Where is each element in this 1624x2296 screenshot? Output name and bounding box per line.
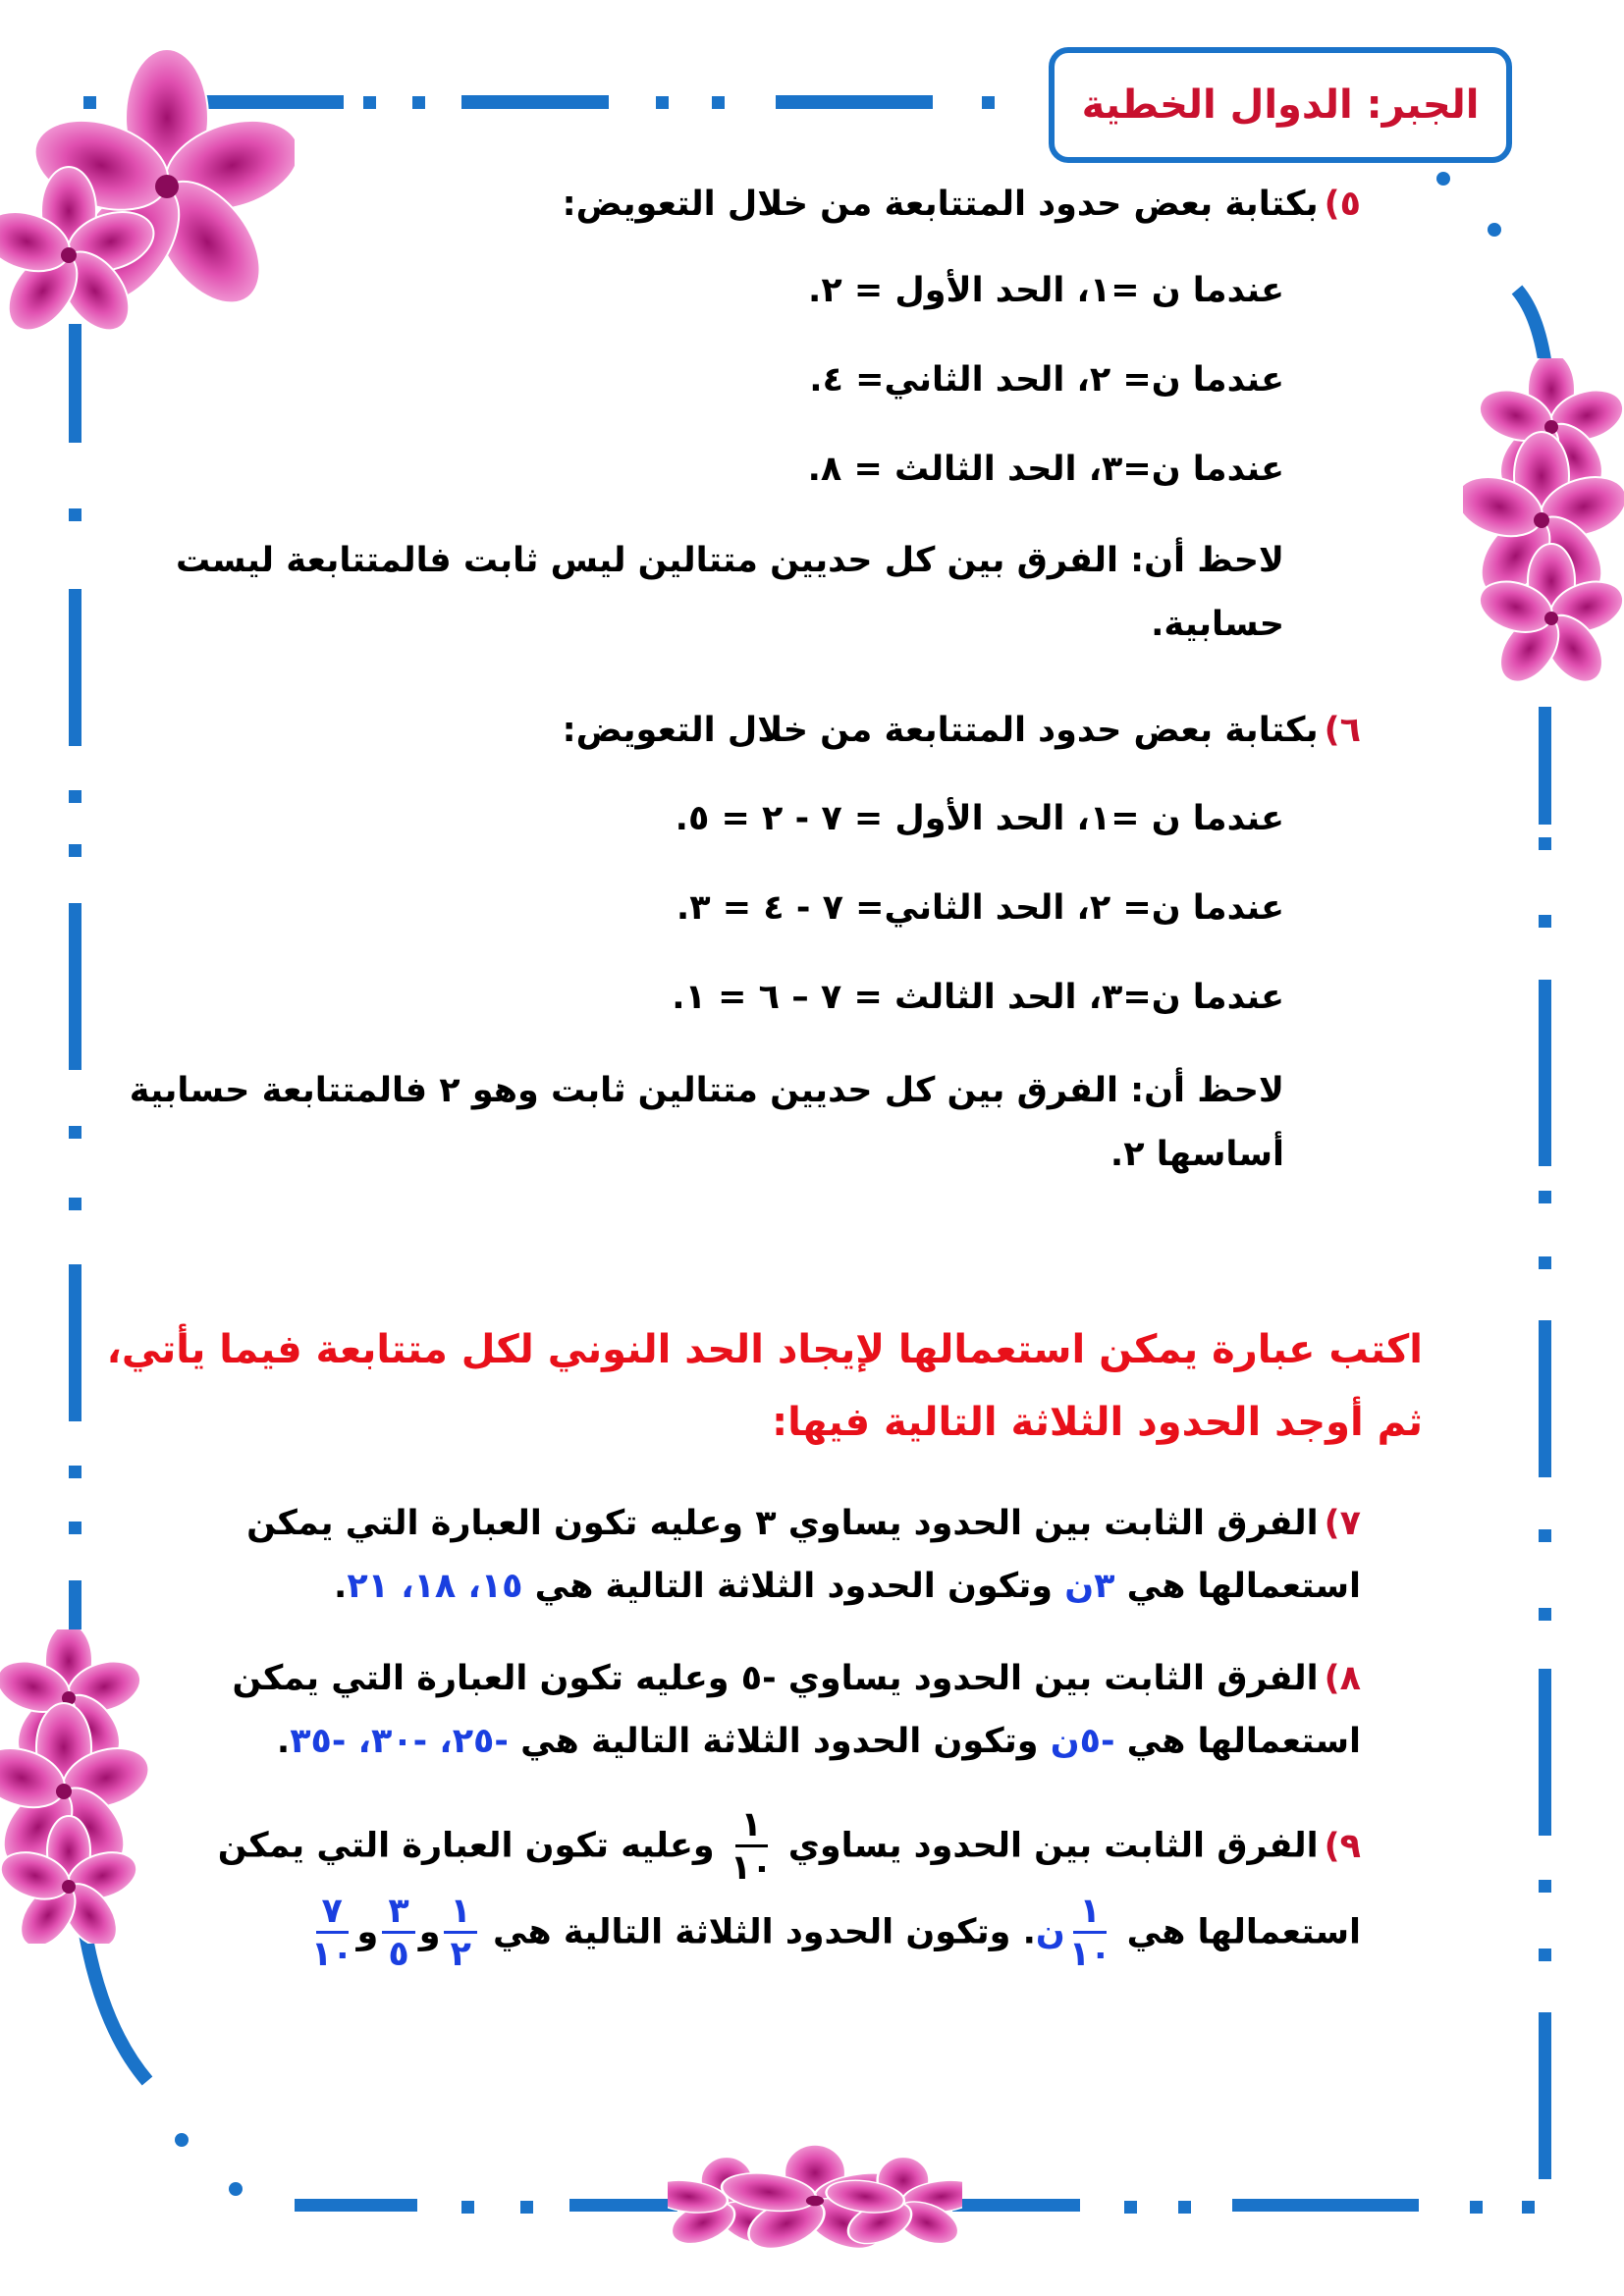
section-line: اكتب عبارة يمكن استعمالها لإيجاد الحد النوني لكل متتابعة فيما يأتي، xyxy=(106,1327,1423,1372)
note-line: لاحظ أن: الفرق بين كل حديين متتالين ثابت وهو ٢ فالمتتابعة حسابية xyxy=(129,1071,1284,1110)
calc-line: عندما ن =١، الحد الأول = ٢. xyxy=(808,271,1284,310)
flower-bottom-center xyxy=(668,2140,962,2268)
answer-term-fraction xyxy=(444,1892,476,1974)
answer-terms: ١٥، ١٨، ٢١ xyxy=(347,1567,523,1606)
question-5-intro xyxy=(563,185,1361,224)
flower-right xyxy=(1463,358,1624,682)
question-9 xyxy=(217,1805,1361,2004)
calc-line: عندما ن=٣، الحد الثالث = ٧ – ٦ = ١. xyxy=(672,978,1284,1017)
question-number: ٩) xyxy=(1324,1826,1361,1866)
answer-terms: -٢٥، -٣٠، -٣٥ xyxy=(290,1722,509,1761)
question-7-line2 xyxy=(334,1567,1361,1606)
question-number: ٥) xyxy=(1324,185,1361,224)
question-8-line2 xyxy=(277,1722,1361,1761)
calc-line: عندما ن= ٢، الحد الثاني= ٧ - ٤ = ٣. xyxy=(676,888,1284,928)
difference-fraction xyxy=(730,1805,773,1888)
section-line: ثم أوجد الحدود الثلاثة التالية فيها: xyxy=(772,1400,1423,1445)
numerator: ١ xyxy=(444,1895,476,1934)
answer-expression-fraction xyxy=(1068,1892,1111,1974)
question-9-line1 xyxy=(217,1805,1361,1888)
numerator: ٧ xyxy=(316,1895,349,1934)
question-text: بكتابة بعض حدود المتتابعة من خلال التعويض: xyxy=(562,185,1319,224)
question-6 xyxy=(129,705,1361,1205)
question-8 xyxy=(232,1659,1361,1796)
numerator: ١ xyxy=(1073,1895,1106,1934)
question-text: وتكون الحدود الثلاثة التالية هي xyxy=(522,1567,1065,1606)
numerator: ٣ xyxy=(382,1895,414,1934)
conjunction: و xyxy=(418,1912,441,1952)
denominator: ٢ xyxy=(450,1935,471,1974)
numerator: ١ xyxy=(735,1808,768,1847)
question-number: ٨) xyxy=(1324,1659,1361,1698)
calc-line: عندما ن= ٢، الحد الثاني= ٤. xyxy=(809,360,1284,400)
answer-term-fraction xyxy=(382,1892,414,1974)
answer-term-fraction xyxy=(310,1892,353,1974)
denominator: ١٠ xyxy=(730,1848,773,1888)
note-line: أساسها ٢. xyxy=(1110,1135,1284,1174)
question-text: . وتكون الحدود الثلاثة التالية هي xyxy=(480,1912,1036,1952)
calc-line: عندما ن=٣، الحد الثالث = ٨. xyxy=(807,450,1284,489)
question-text: وتكون الحدود الثلاثة التالية هي xyxy=(508,1722,1051,1761)
flower-left-bottom xyxy=(0,1629,157,1944)
question-7 xyxy=(232,1504,1361,1641)
conjunction: و xyxy=(356,1912,379,1952)
question-text: استعمالها هي xyxy=(1114,1912,1361,1952)
punctuation: . xyxy=(276,1722,291,1761)
note-line: حسابية. xyxy=(1151,605,1284,644)
question-text: الفرق الثابت بين الحدود يساوي ٣ وعليه تكون العبارة التي يمكن xyxy=(246,1504,1319,1543)
note-line: لاحظ أن: الفرق بين كل حديين متتالين ليس ثابت فالمتتابعة ليست xyxy=(175,541,1284,580)
question-7-line1 xyxy=(246,1504,1361,1543)
section-heading xyxy=(106,1327,1423,1465)
question-number: ٧) xyxy=(1324,1504,1361,1543)
denominator: ٥ xyxy=(388,1935,409,1974)
question-text: استعمالها هي xyxy=(1114,1722,1361,1761)
answer-expression: -٥ن xyxy=(1050,1722,1115,1761)
question-number: ٦) xyxy=(1324,711,1361,750)
question-text: الفرق الثابت بين الحدود يساوي -٥ وعليه تكون العبارة التي يمكن xyxy=(232,1659,1319,1698)
denominator: ١٠ xyxy=(1068,1935,1111,1974)
question-text: استعمالها هي xyxy=(1114,1567,1361,1606)
question-text: بكتابة بعض حدود المتتابعة من خلال التعويض: xyxy=(562,711,1319,750)
question-text: وعليه تكون العبارة التي يمكن xyxy=(217,1826,727,1866)
calc-line: عندما ن =١، الحد الأول = ٧ - ٢ = ٥. xyxy=(675,799,1284,838)
question-5 xyxy=(175,177,1361,667)
question-8-line1 xyxy=(233,1659,1361,1698)
page-title: الجبر: الدوال الخطية xyxy=(1049,47,1512,163)
question-6-intro xyxy=(563,711,1361,750)
question-9-line2 xyxy=(307,1892,1361,1974)
question-text: الفرق الثابت بين الحدود يساوي xyxy=(776,1826,1319,1866)
denominator: ١٠ xyxy=(310,1935,353,1974)
punctuation: . xyxy=(334,1567,348,1606)
answer-variable: ن xyxy=(1035,1912,1065,1952)
answer-expression: ٣ن xyxy=(1064,1567,1115,1606)
